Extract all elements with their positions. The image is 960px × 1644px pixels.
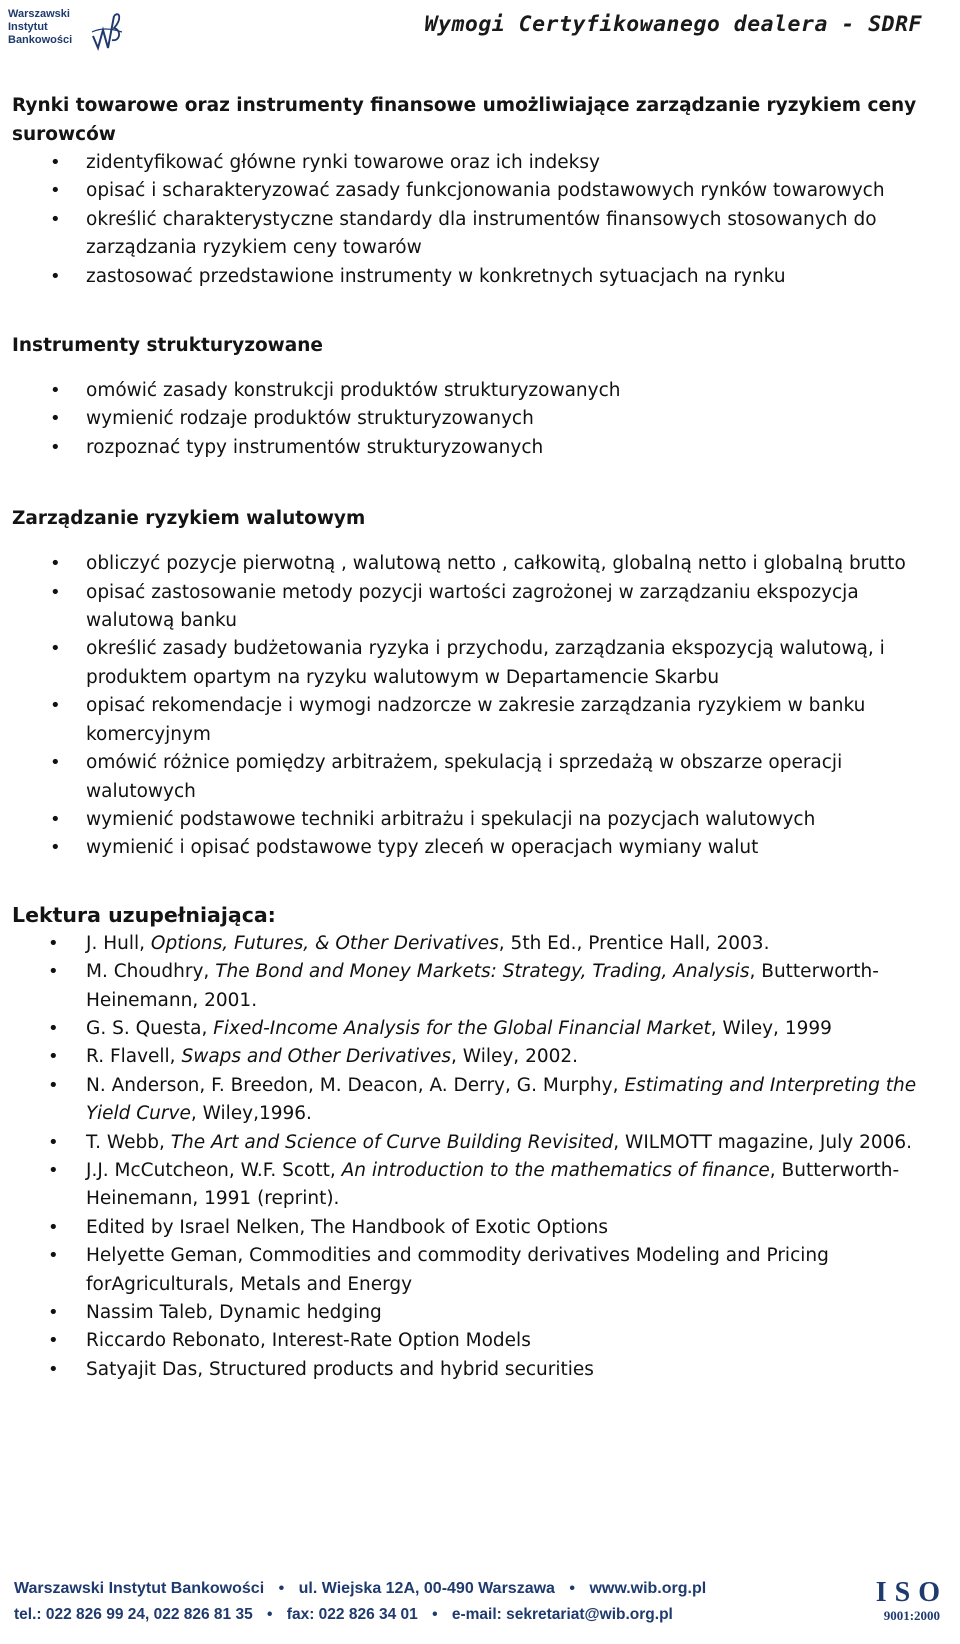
page-footer <box>0 1572 960 1644</box>
footer-website: www.wib.org.pl <box>589 1580 707 1597</box>
list-item-text: zastosować przedstawione instrumenty w konkretnych sytuacjach na rynku <box>86 265 786 287</box>
bullet-icon: • <box>50 208 61 230</box>
iso-badge <box>876 1578 948 1624</box>
reading-item-author: N. Anderson, F. Breedon, M. Deacon, A. Derry, G. Murphy, <box>86 1074 625 1096</box>
reading-heading: Lektura uzupełniająca: <box>12 902 276 927</box>
list-item-text: określić zasady budżetowania ryzyka i przychodu, zarządzania ekspozycją walutową, i produktem opartym na ryzyku walutowym w Departamencie Skarbu <box>86 638 885 688</box>
reading-item-publisher: , WILMOTT magazine, July 2006. <box>613 1131 913 1153</box>
footer-tel: tel.: 022 826 99 24, 022 826 81 35 <box>14 1606 253 1623</box>
bullet-icon: • <box>50 265 61 287</box>
reading-item-publisher: , Butterworth-Heinemann, 1991 (reprint). <box>86 1159 900 1210</box>
list-item-text: określić charakterystyczne standardy dla instrumentów finansowych stosowanych do zarządzania ryzykiem ceny towarów <box>86 208 877 259</box>
bullet-list <box>12 550 947 862</box>
section-heading: Zarządzanie ryzykiem walutowym <box>12 508 366 530</box>
footer-line-phones <box>14 1606 673 1624</box>
bullet-icon: • <box>48 1358 59 1380</box>
reading-item-author: T. Webb, <box>86 1131 171 1153</box>
reading-item <box>12 1356 947 1384</box>
list-item-text: zidentyfikować główne rynki towarowe oraz ich indeksy <box>86 152 600 173</box>
bullet-icon: • <box>50 180 61 202</box>
logo-line-2: Instytut <box>8 21 48 33</box>
bullet-icon: • <box>50 808 61 830</box>
footer-email: e-mail: sekretariat@wib.org.pl <box>451 1606 673 1623</box>
reading-item-title: The Bond and Money Markets: Strategy, Trading, Analysis <box>215 961 750 983</box>
reading-item-title: An introduction to the mathematics of finance <box>341 1159 770 1181</box>
reading-item-title: Swaps and Other Derivatives <box>181 1046 452 1068</box>
bullet-icon: • <box>48 1017 59 1039</box>
list-item-text: wymienić i opisać podstawowe typy zleceń w operacjach wymiany walut <box>86 837 759 859</box>
bullet-icon: • <box>50 638 61 660</box>
reading-item-author: J. Hull, <box>86 932 151 954</box>
bullet-icon: • <box>50 752 61 774</box>
reading-list <box>12 930 947 1385</box>
list-item <box>12 377 947 405</box>
bullet-list <box>12 377 947 462</box>
list-item <box>12 434 947 462</box>
list-item <box>12 263 947 291</box>
reading-item-author: J.J. McCutcheon, W.F. Scott, <box>86 1159 342 1181</box>
bullet-icon: • <box>50 408 61 430</box>
list-item-text: wymienić rodzaje produktów strukturyzowanych <box>86 408 534 430</box>
list-item <box>12 149 947 177</box>
section-fx-risk <box>12 504 947 862</box>
bullet-icon: • <box>48 1074 59 1096</box>
list-item-text: omówić zasady konstrukcji produktów strukturyzowanych <box>86 380 621 402</box>
bullet-icon: • <box>50 436 61 458</box>
bullet-icon: • <box>50 553 61 575</box>
wib-logo <box>8 6 123 56</box>
reading-item <box>12 1157 947 1214</box>
list-item-text: omówić różnice pomiędzy arbitrażem, spekulacją i sprzedażą w obszarze operacji walutowych <box>86 752 843 802</box>
list-item <box>12 635 947 692</box>
bullet-icon: • <box>48 1159 59 1181</box>
list-item <box>12 405 947 433</box>
bullet-icon: • <box>48 1302 59 1323</box>
list-item <box>12 550 947 578</box>
reading-item-publisher: , Wiley,1996. <box>190 1103 312 1125</box>
reading-item-publisher: , Wiley, 1999 <box>710 1017 832 1039</box>
list-item-text: opisać i scharakteryzować zasady funkcjonowania podstawowych rynków towarowych <box>86 180 885 202</box>
reading-item <box>12 1299 947 1327</box>
iso-standard: 9001:2000 <box>883 1608 941 1623</box>
list-item-text: wymienić podstawowe techniki arbitrażu i spekulacji na pozycjach walutowych <box>86 808 816 830</box>
bullet-icon: • <box>48 932 59 954</box>
bullet-icon: • <box>50 380 61 402</box>
reading-item <box>12 1242 947 1299</box>
list-item-text: opisać rekomendacje i wymogi nadzorcze w zakresie zarządzania ryzykiem w banku komercyjnym <box>86 695 866 745</box>
section-further-reading <box>12 901 947 1385</box>
document-body <box>12 88 947 1384</box>
reading-item-author: Edited by Israel Nelken, The Handbook of Exotic Options <box>86 1216 609 1238</box>
bullet-icon: • <box>48 1245 59 1267</box>
reading-item-author: R. Flavell, <box>86 1046 182 1068</box>
list-item <box>12 692 947 749</box>
reading-item <box>12 1129 947 1157</box>
reading-item-title: The Art and Science of Curve Building Revisited <box>170 1131 614 1153</box>
footer-org: Warszawski Instytut Bankowości <box>14 1580 265 1597</box>
bullet-icon: • <box>48 1330 59 1352</box>
logo-line-1: Warszawski <box>8 8 70 20</box>
bullet-icon: • <box>48 1046 59 1068</box>
list-item <box>12 177 947 205</box>
reading-item-author: G. S. Questa, <box>86 1017 214 1039</box>
list-item-text: rozpoznać typy instrumentów strukturyzowanych <box>86 436 544 458</box>
section-commodity-markets <box>12 91 947 291</box>
reading-item-author: M. Choudhry, <box>86 961 216 983</box>
section-structured-instruments <box>12 331 947 462</box>
page-header <box>0 0 960 62</box>
reading-item-publisher: , 5th Ed., Prentice Hall, 2003. <box>498 932 770 954</box>
reading-item-author: Helyette Geman, Commodities and commodity derivatives Modeling and Pricing forAgriculturals, Metals and Energy <box>86 1245 829 1295</box>
bullet-list <box>12 149 947 291</box>
reading-item-author: Nassim Taleb, Dynamic hedging <box>86 1302 382 1323</box>
bullet-icon: • <box>50 837 61 859</box>
reading-item-author: Riccardo Rebonato, Interest-Rate Option Models <box>86 1330 531 1352</box>
list-item <box>12 806 947 834</box>
list-item <box>12 579 947 636</box>
section-heading: Rynki towarowe oraz instrumenty finansowe umożliwiające zarządzanie ryzykiem ceny surowców <box>12 95 917 145</box>
bullet-icon: • <box>50 152 61 173</box>
reading-item <box>12 1043 947 1071</box>
logo-line-3: Bankowości <box>8 34 73 46</box>
document-title: Wymogi Certyfikowanego dealera - SDRF <box>424 12 922 37</box>
logo-text <box>8 8 72 47</box>
reading-item-author: Satyajit Das, Structured products and hybrid securities <box>86 1358 594 1380</box>
list-item-text: opisać zastosowanie metody pozycji wartości zagrożonej w zarządzaniu ekspozycja walutową banku <box>86 581 859 632</box>
reading-item <box>12 958 947 1015</box>
footer-separator: • <box>267 1606 273 1623</box>
footer-separator: • <box>432 1606 438 1623</box>
reading-item <box>12 1214 947 1242</box>
list-item <box>12 834 947 862</box>
reading-item-title: Estimating and Interpreting the Yield Curve <box>86 1074 917 1125</box>
footer-separator: • <box>569 1580 575 1597</box>
bullet-icon: • <box>50 581 61 603</box>
list-item <box>12 206 947 263</box>
bullet-icon: • <box>50 695 61 717</box>
footer-separator: • <box>278 1580 285 1597</box>
reading-item-title: Options, Futures, & Other Derivatives <box>150 932 499 954</box>
section-heading: Instrumenty strukturyzowane <box>12 335 323 357</box>
reading-item <box>12 930 947 958</box>
reading-item <box>12 1327 947 1355</box>
footer-line-contact <box>14 1580 706 1598</box>
iso-label: ISO <box>875 1577 948 1608</box>
bullet-icon: • <box>48 1216 59 1238</box>
bullet-icon: • <box>48 1131 59 1153</box>
footer-fax: fax: 022 826 34 01 <box>286 1606 418 1623</box>
list-item <box>12 749 947 806</box>
list-item-text: obliczyć pozycje pierwotną , walutową netto , całkowitą, globalną netto i globalną brutto <box>86 553 906 575</box>
wib-signature-icon <box>90 6 124 54</box>
bullet-icon: • <box>48 961 59 983</box>
reading-item-title: Fixed-Income Analysis for the Global Financial Market <box>213 1017 711 1039</box>
reading-item-publisher: , Wiley, 2002. <box>451 1046 579 1068</box>
reading-item-publisher: , Butterworth-Heinemann, 2001. <box>86 961 879 1011</box>
reading-item <box>12 1072 947 1129</box>
footer-address: ul. Wiejska 12A, 00-490 Warszawa <box>298 1580 555 1597</box>
reading-item <box>12 1015 947 1043</box>
